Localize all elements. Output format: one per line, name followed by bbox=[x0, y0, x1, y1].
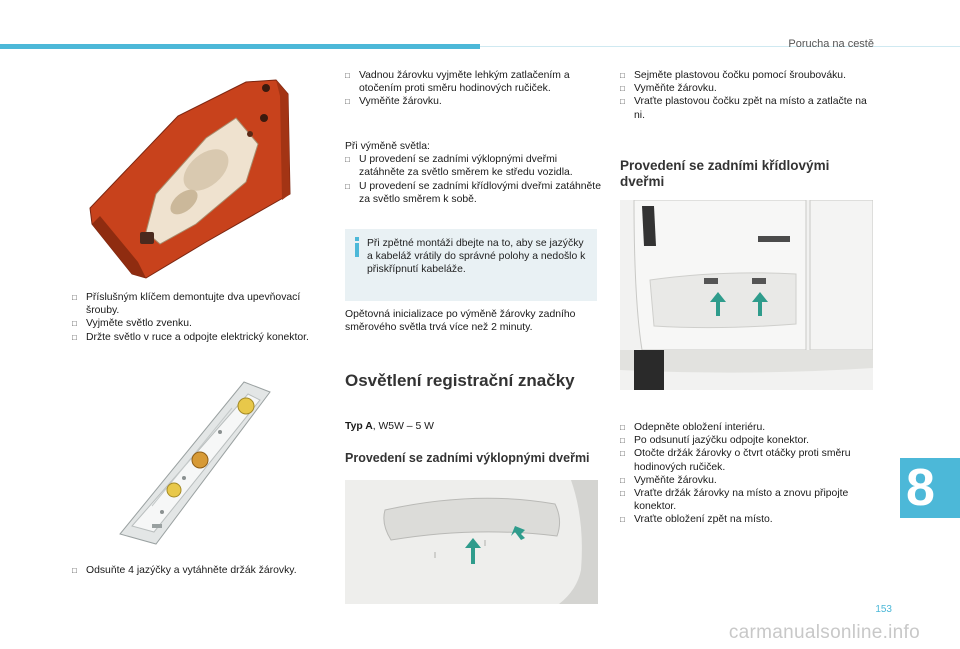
left-steps-2 bbox=[72, 564, 312, 577]
left-steps-1 bbox=[72, 291, 312, 344]
bulb-type-label: Typ A bbox=[345, 421, 373, 432]
header-rule bbox=[480, 46, 960, 47]
info-note bbox=[345, 229, 597, 301]
list-item: □ Vraťte obložení zpět na místo. bbox=[620, 513, 870, 526]
note-text: Při zpětné montáži dbejte na to, aby se jazýčky a kabeláž vrátily do správné polohy a nedošlo k přiskřípnutí kabeláže. bbox=[367, 238, 586, 276]
list-item: □ Vyměňte žárovku. bbox=[620, 82, 870, 95]
page-number: 153 bbox=[875, 604, 892, 615]
list-item: □ U provedení se zadními křídlovými dveřmi zatáhněte za světlo směrem k sobě. bbox=[345, 180, 601, 206]
list-item: □ Příslušným klíčem demontujte dva upevňovací šrouby. bbox=[72, 291, 312, 317]
list-item: □ Odepněte obložení interiéru. bbox=[620, 421, 870, 434]
reinit-text: Opětovná inicializace po výměně žárovky zadního směrového světla trvá více než 2 minuty. bbox=[345, 309, 576, 334]
middle-steps-1 bbox=[345, 69, 601, 109]
chapter-title: Porucha na cestě bbox=[788, 38, 874, 50]
list-item: □ Vyměňte žárovku. bbox=[620, 474, 870, 487]
header-accent-bar bbox=[0, 44, 480, 49]
list-item: □ Vadnou žárovku vyjměte lehkým zatlačením a otočením proti směru hodinových ručiček. bbox=[345, 69, 601, 95]
list-item: □ Po odsunutí jazýčku odpojte konektor. bbox=[620, 434, 870, 447]
section-title-wing-doors: Provedení se zadními křídlovými dveřmi bbox=[620, 158, 830, 189]
right-steps-2 bbox=[620, 421, 870, 527]
subsection-title-tailgate: Provedení se zadními výklopnými dveřmi bbox=[345, 451, 590, 465]
chapter-number: 8 bbox=[906, 459, 935, 517]
watermark: carmanualsonline.info bbox=[728, 622, 920, 643]
bulb-type-value: , W5W – 5 W bbox=[372, 421, 434, 432]
chapter-tab bbox=[900, 458, 960, 518]
tailgate-illustration bbox=[345, 480, 598, 604]
list-item: □ Vraťte držák žárovky na místo a znovu připojte konektor. bbox=[620, 487, 870, 513]
bulb-holder-illustration bbox=[112, 378, 276, 546]
swap-intro: Při výměně světla: bbox=[345, 141, 430, 152]
right-steps-1 bbox=[620, 69, 870, 122]
list-item: □ Vyměňte žárovku. bbox=[345, 95, 601, 108]
list-item: □ Sejměte plastovou čočku pomocí šroubováku. bbox=[620, 69, 870, 82]
list-item: □ U provedení se zadními výklopnými dveřmi zatáhněte za světlo směrem ke středu vozidla. bbox=[345, 153, 601, 179]
wing-doors-illustration bbox=[620, 200, 873, 390]
list-item: □ Držte světlo v ruce a odpojte elektrický konektor. bbox=[72, 331, 312, 344]
bulb-type bbox=[345, 420, 595, 433]
tail-lamp-illustration bbox=[86, 74, 300, 280]
list-item: □ Vyjměte světlo zvenku. bbox=[72, 317, 312, 330]
list-item: □ Otočte držák žárovky o čtvrt otáčky proti směru hodinových ručiček. bbox=[620, 447, 870, 473]
info-icon bbox=[353, 237, 361, 257]
middle-swap-block bbox=[345, 140, 601, 206]
list-item: □ Vraťte plastovou čočku zpět na místo a zatlačte na ni. bbox=[620, 95, 870, 121]
list-item: □ Odsuňte 4 jazýčky a vytáhněte držák žárovky. bbox=[72, 564, 312, 577]
section-title-plate-light: Osvětlení registrační značky bbox=[345, 371, 575, 390]
